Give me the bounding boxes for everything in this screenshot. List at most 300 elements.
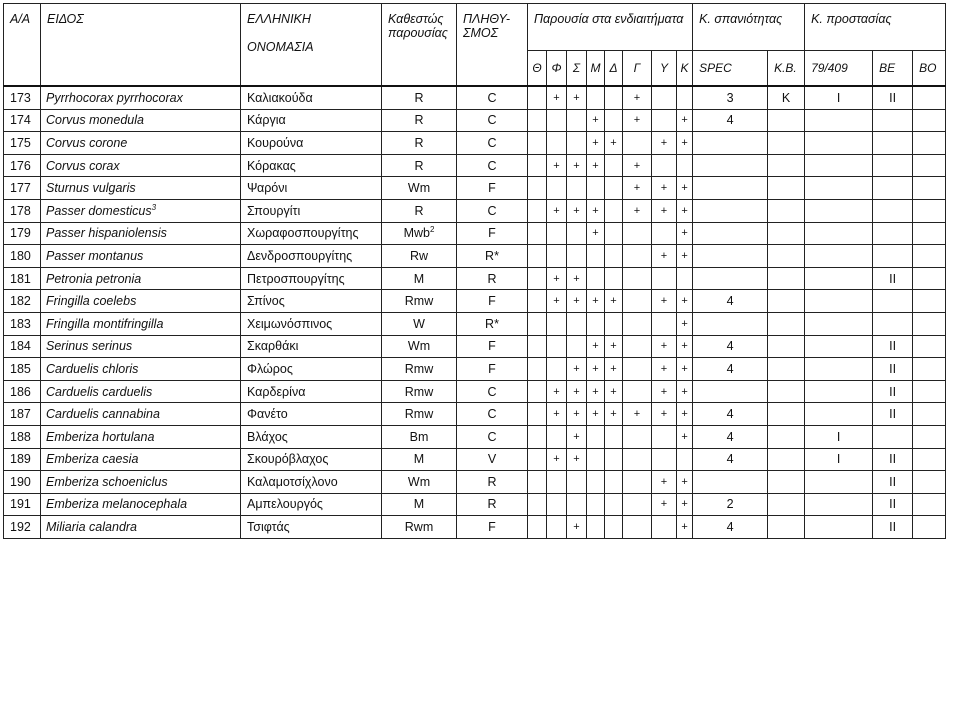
habitat-cell	[677, 109, 693, 132]
population-cell	[457, 403, 528, 426]
population-cell	[457, 245, 528, 268]
habitat-cell	[587, 222, 605, 245]
habitat-cell-text: +	[660, 385, 668, 398]
table-row	[4, 177, 946, 200]
spec-cell-text: 4	[726, 294, 734, 309]
header-status-line2: παρουσίας	[388, 26, 448, 40]
header-greek-name	[241, 4, 382, 87]
habitat-cell	[623, 290, 652, 313]
habitat-cell	[528, 312, 547, 335]
population-cell	[457, 335, 528, 358]
habitat-cell	[677, 245, 693, 268]
kb-cell	[768, 222, 805, 245]
habitat-cell	[677, 86, 693, 109]
habitat-cell	[652, 199, 677, 222]
habitat-cell	[623, 425, 652, 448]
habitat-col-header: Φ	[547, 51, 567, 87]
row-number	[4, 222, 41, 245]
greek-name-text: Τσιφτάς	[247, 520, 290, 535]
greek-name	[241, 493, 382, 516]
kb-cell	[768, 290, 805, 313]
kb-cell	[768, 177, 805, 200]
habitat-cell-text: +	[553, 453, 560, 466]
habitat-cell-text: +	[573, 521, 580, 534]
greek-name-text: Δενδροσπουργίτης	[247, 248, 353, 263]
species-name	[41, 403, 241, 426]
species-name	[41, 358, 241, 381]
habitat-cell-text: +	[610, 295, 617, 308]
habitat-cell-text: +	[681, 317, 688, 330]
habitat-cell	[587, 425, 605, 448]
habitat-cell-text: +	[681, 249, 688, 262]
greek-name	[241, 222, 382, 245]
row-number	[4, 177, 41, 200]
population-cell	[457, 199, 528, 222]
population-cell	[457, 493, 528, 516]
row-number-text: 185	[10, 361, 31, 376]
species-name	[41, 86, 241, 109]
habitat-cell	[547, 245, 567, 268]
habitat-cell	[652, 132, 677, 155]
directive-79-409-cell	[805, 109, 873, 132]
directive-79-409-cell-text: I	[836, 429, 841, 444]
habitat-cell	[587, 199, 605, 222]
spec-cell	[693, 267, 768, 290]
species-name	[41, 312, 241, 335]
habitat-cell	[587, 403, 605, 426]
header-status-line1: Καθεστώς	[388, 12, 444, 26]
spec-cell-text: 2	[726, 497, 734, 512]
status-cell	[382, 471, 457, 494]
habitat-cell	[528, 132, 547, 155]
habitat-cell	[605, 448, 623, 471]
status-cell	[382, 177, 457, 200]
population-cell	[457, 290, 528, 313]
spec-cell	[693, 516, 768, 539]
habitat-cell	[587, 86, 605, 109]
habitat-cell	[587, 358, 605, 381]
greek-name	[241, 245, 382, 268]
population-cell-text: C	[487, 203, 497, 218]
habitat-cell	[547, 290, 567, 313]
bern-cell	[873, 154, 913, 177]
greek-name	[241, 290, 382, 313]
bonn-cell	[913, 312, 946, 335]
habitat-cell	[547, 358, 567, 381]
greek-name	[241, 199, 382, 222]
habitat-cell	[528, 335, 547, 358]
greek-name-text: Κόρακας	[247, 158, 296, 173]
greek-name-text: Σπουργίτι	[247, 203, 301, 218]
spec-cell	[693, 109, 768, 132]
spec-cell-text: 4	[726, 429, 734, 444]
bern-cell	[873, 290, 913, 313]
species-name	[41, 290, 241, 313]
habitat-cell	[605, 493, 623, 516]
habitat-cell	[547, 312, 567, 335]
bern-cell	[873, 86, 913, 109]
bonn-cell	[913, 177, 946, 200]
species-name	[41, 493, 241, 516]
row-number	[4, 154, 41, 177]
row-number-text: 177	[10, 181, 31, 196]
spec-cell-text: 4	[726, 407, 734, 422]
habitat-cell	[652, 516, 677, 539]
directive-79-409-cell	[805, 425, 873, 448]
bern-cell	[873, 516, 913, 539]
habitat-cell	[623, 471, 652, 494]
directive-79-409-cell	[805, 358, 873, 381]
spec-cell	[693, 154, 768, 177]
status-cell-text: M	[413, 497, 425, 512]
habitat-cell	[547, 154, 567, 177]
row-number-text: 188	[10, 429, 31, 444]
habitat-cell	[605, 199, 623, 222]
habitat-cell	[623, 493, 652, 516]
habitat-col-header: Σ	[567, 51, 587, 87]
bern-cell	[873, 199, 913, 222]
habitat-cell	[652, 403, 677, 426]
habitat-cell	[567, 177, 587, 200]
habitat-cell-text: +	[681, 136, 688, 149]
status-cell-text: Bm	[409, 429, 429, 444]
greek-name	[241, 109, 382, 132]
habitat-cell	[587, 132, 605, 155]
greek-name-text: Σπίνος	[247, 294, 285, 309]
habitat-cell	[567, 245, 587, 268]
habitat-cell	[652, 290, 677, 313]
greek-name	[241, 403, 382, 426]
species-name-text: Carduelis chloris	[46, 361, 139, 376]
habitat-cell-text: +	[681, 385, 688, 398]
habitat-cell	[528, 358, 547, 381]
greek-name-text: Καλιακούδα	[247, 90, 313, 105]
row-number-text: 181	[10, 271, 31, 286]
directive-79-409-cell	[805, 86, 873, 109]
habitat-cell	[652, 358, 677, 381]
rarity-col-header: SPEC	[693, 51, 768, 87]
habitat-cell-text: +	[681, 408, 688, 421]
habitat-cell-text: +	[573, 362, 580, 375]
population-cell-text: C	[487, 113, 497, 128]
status-cell	[382, 448, 457, 471]
status-cell-text: M	[413, 271, 425, 286]
bern-cell-text: II	[889, 361, 897, 376]
kb-cell	[768, 267, 805, 290]
habitat-cell	[567, 222, 587, 245]
spec-cell	[693, 493, 768, 516]
habitat-cell	[623, 86, 652, 109]
directive-79-409-cell	[805, 267, 873, 290]
species-name-text: Serinus serinus	[46, 339, 133, 354]
population-cell-text: F	[488, 339, 496, 354]
habitat-cell-text: +	[681, 475, 688, 488]
habitat-cell	[528, 86, 547, 109]
population-cell-text: C	[487, 158, 497, 173]
population-cell	[457, 380, 528, 403]
bonn-cell	[913, 358, 946, 381]
habitat-cell	[567, 290, 587, 313]
habitat-cell	[623, 267, 652, 290]
habitat-cell	[605, 109, 623, 132]
habitat-cell	[605, 425, 623, 448]
habitat-cell-text: +	[681, 340, 688, 353]
directive-79-409-cell	[805, 403, 873, 426]
habitat-cell	[677, 358, 693, 381]
bern-cell-text: II	[889, 339, 897, 354]
habitat-cell	[623, 222, 652, 245]
habitat-cell	[605, 154, 623, 177]
habitat-cell	[547, 425, 567, 448]
row-number	[4, 312, 41, 335]
population-cell-text: F	[488, 226, 496, 241]
habitat-cell	[652, 493, 677, 516]
habitat-cell-text: +	[592, 159, 599, 172]
spec-cell	[693, 290, 768, 313]
header-aa: Α/Α	[4, 4, 41, 87]
habitat-cell	[623, 177, 652, 200]
spec-cell	[693, 177, 768, 200]
habitat-cell	[677, 380, 693, 403]
habitat-cell	[567, 358, 587, 381]
status-cell-text: Wm	[407, 474, 431, 489]
spec-cell	[693, 358, 768, 381]
row-number-text: 179	[10, 226, 31, 241]
table-row	[4, 109, 946, 132]
habitat-cell-text: +	[553, 408, 560, 421]
spec-cell-text: 4	[726, 520, 734, 535]
habitat-cell	[605, 403, 623, 426]
greek-name-text: Καρδερίνα	[247, 384, 306, 399]
status-cell-text: R	[414, 203, 424, 218]
row-number	[4, 132, 41, 155]
habitat-cell	[677, 267, 693, 290]
bern-cell-text: II	[889, 407, 897, 422]
bern-cell-text: II	[889, 474, 897, 489]
species-name-superscript: 3	[151, 202, 157, 212]
habitat-cell-text: +	[573, 295, 580, 308]
bern-cell-text: II	[889, 452, 897, 467]
greek-name-text: Ψαρόνι	[247, 181, 288, 196]
bonn-cell	[913, 471, 946, 494]
bern-cell	[873, 177, 913, 200]
habitat-cell	[587, 154, 605, 177]
greek-name	[241, 335, 382, 358]
species-name	[41, 222, 241, 245]
habitat-cell	[567, 493, 587, 516]
greek-name-text: Χειμωνόσπινος	[247, 316, 333, 331]
table-row	[4, 312, 946, 335]
table-row	[4, 358, 946, 381]
bern-cell	[873, 109, 913, 132]
habitat-cell-text: +	[660, 362, 668, 375]
habitat-col-header: Κ	[677, 51, 693, 87]
row-number	[4, 199, 41, 222]
habitat-cell	[567, 267, 587, 290]
kb-cell	[768, 109, 805, 132]
habitat-cell	[652, 335, 677, 358]
bonn-cell	[913, 403, 946, 426]
greek-name-text: Φανέτο	[247, 407, 288, 422]
greek-name	[241, 177, 382, 200]
kb-cell-text: K	[781, 90, 791, 105]
table-row	[4, 86, 946, 109]
species-name	[41, 471, 241, 494]
row-number	[4, 245, 41, 268]
species-name-text: Carduelis cannabina	[46, 407, 160, 422]
habitat-cell-text: +	[592, 204, 599, 217]
habitat-cell	[623, 245, 652, 268]
greek-name	[241, 86, 382, 109]
status-cell-text: Wm	[407, 339, 431, 354]
status-cell	[382, 222, 457, 245]
habitat-cell	[652, 448, 677, 471]
status-cell	[382, 312, 457, 335]
bern-cell	[873, 245, 913, 268]
row-number-text: 174	[10, 113, 31, 128]
greek-name-text: Καλαμοτσίχλονο	[247, 474, 338, 489]
habitat-cell	[587, 312, 605, 335]
table-row	[4, 245, 946, 268]
bonn-cell	[913, 267, 946, 290]
population-cell-text: F	[488, 181, 496, 196]
bonn-cell	[913, 448, 946, 471]
habitat-cell-text: +	[660, 204, 668, 217]
bern-cell-text: II	[889, 497, 897, 512]
habitat-cell	[547, 335, 567, 358]
bonn-cell	[913, 245, 946, 268]
greek-name	[241, 380, 382, 403]
greek-name-text: Σκαρθάκι	[247, 339, 299, 354]
status-cell	[382, 154, 457, 177]
habitat-cell	[587, 380, 605, 403]
status-cell	[382, 132, 457, 155]
bern-cell-text: II	[889, 520, 897, 535]
bern-cell	[873, 425, 913, 448]
habitat-cell	[652, 380, 677, 403]
habitat-cell	[587, 471, 605, 494]
habitat-cell	[528, 290, 547, 313]
spec-cell-text: 4	[726, 113, 734, 128]
header-status	[382, 4, 457, 87]
habitat-cell	[605, 245, 623, 268]
spec-cell	[693, 222, 768, 245]
species-name-text: Passer montanus	[46, 248, 144, 263]
habitat-cell	[623, 312, 652, 335]
habitat-cell	[528, 448, 547, 471]
habitat-cell-text: +	[553, 385, 560, 398]
header-protection: Κ. προστασίας	[805, 4, 946, 51]
habitat-cell-text: +	[592, 408, 599, 421]
habitat-cell	[567, 154, 587, 177]
spec-cell	[693, 199, 768, 222]
habitat-cell	[547, 403, 567, 426]
habitat-cell	[623, 380, 652, 403]
habitat-cell	[528, 245, 547, 268]
header-species: ΕΙΔΟΣ	[41, 4, 241, 87]
habitat-cell	[652, 109, 677, 132]
greek-name-text: Σκουρόβλαχος	[247, 452, 329, 467]
species-name-text: Passer hispaniolensis	[46, 226, 167, 241]
species-name-text: Corvus monedula	[46, 113, 144, 128]
habitat-cell	[605, 267, 623, 290]
row-number-text: 191	[10, 497, 31, 512]
habitat-cell	[528, 177, 547, 200]
species-name-text: Passer domesticus	[46, 203, 152, 218]
kb-cell	[768, 403, 805, 426]
directive-79-409-cell	[805, 312, 873, 335]
species-name-text: Emberiza schoeniclus	[46, 474, 168, 489]
status-cell-text: R	[414, 135, 424, 150]
habitat-cell	[567, 516, 587, 539]
habitat-cell-text: +	[592, 385, 599, 398]
kb-cell	[768, 380, 805, 403]
species-name	[41, 154, 241, 177]
bern-cell	[873, 267, 913, 290]
row-number	[4, 358, 41, 381]
greek-name-text: Φλώρος	[247, 361, 293, 376]
habitat-cell-text: +	[573, 408, 580, 421]
population-cell	[457, 448, 528, 471]
habitat-col-header: Μ	[587, 51, 605, 87]
species-name-text: Emberiza melanocephala	[46, 497, 188, 512]
species-name-text: Sturnus vulgaris	[46, 181, 136, 196]
table-row	[4, 132, 946, 155]
bonn-cell	[913, 425, 946, 448]
species-name-text: Corvus corax	[46, 158, 120, 173]
population-cell	[457, 516, 528, 539]
habitat-cell	[623, 199, 652, 222]
table-row	[4, 471, 946, 494]
bonn-cell	[913, 132, 946, 155]
habitat-cell-text: +	[610, 340, 617, 353]
status-cell-text: M	[413, 452, 425, 467]
row-number-text: 183	[10, 316, 31, 331]
habitat-cell-text: +	[573, 385, 580, 398]
habitat-cell-text: +	[681, 182, 688, 195]
habitat-cell	[677, 448, 693, 471]
bonn-cell	[913, 199, 946, 222]
bonn-cell	[913, 335, 946, 358]
bern-cell	[873, 380, 913, 403]
habitat-cell	[605, 358, 623, 381]
habitat-cell	[623, 335, 652, 358]
population-cell	[457, 86, 528, 109]
habitat-cell-text: +	[660, 408, 668, 421]
population-cell-text: C	[487, 135, 497, 150]
header-rarity: Κ. σπανιότητας	[693, 4, 805, 51]
habitat-cell	[528, 380, 547, 403]
protection-col-header: 79/409	[805, 51, 873, 87]
directive-79-409-cell	[805, 380, 873, 403]
species-name-text: Pyrrhocorax pyrrhocorax	[46, 90, 183, 105]
spec-cell	[693, 335, 768, 358]
habitat-cell-text: +	[553, 204, 560, 217]
habitat-cell	[587, 290, 605, 313]
habitat-cell	[605, 335, 623, 358]
bern-cell	[873, 403, 913, 426]
spec-cell	[693, 132, 768, 155]
species-name	[41, 109, 241, 132]
bern-cell	[873, 132, 913, 155]
habitat-cell	[677, 154, 693, 177]
habitat-cell	[587, 267, 605, 290]
habitat-cell-text: +	[633, 159, 641, 172]
habitat-cell	[605, 222, 623, 245]
habitat-cell-text: +	[573, 453, 580, 466]
status-cell	[382, 358, 457, 381]
habitat-cell	[605, 132, 623, 155]
